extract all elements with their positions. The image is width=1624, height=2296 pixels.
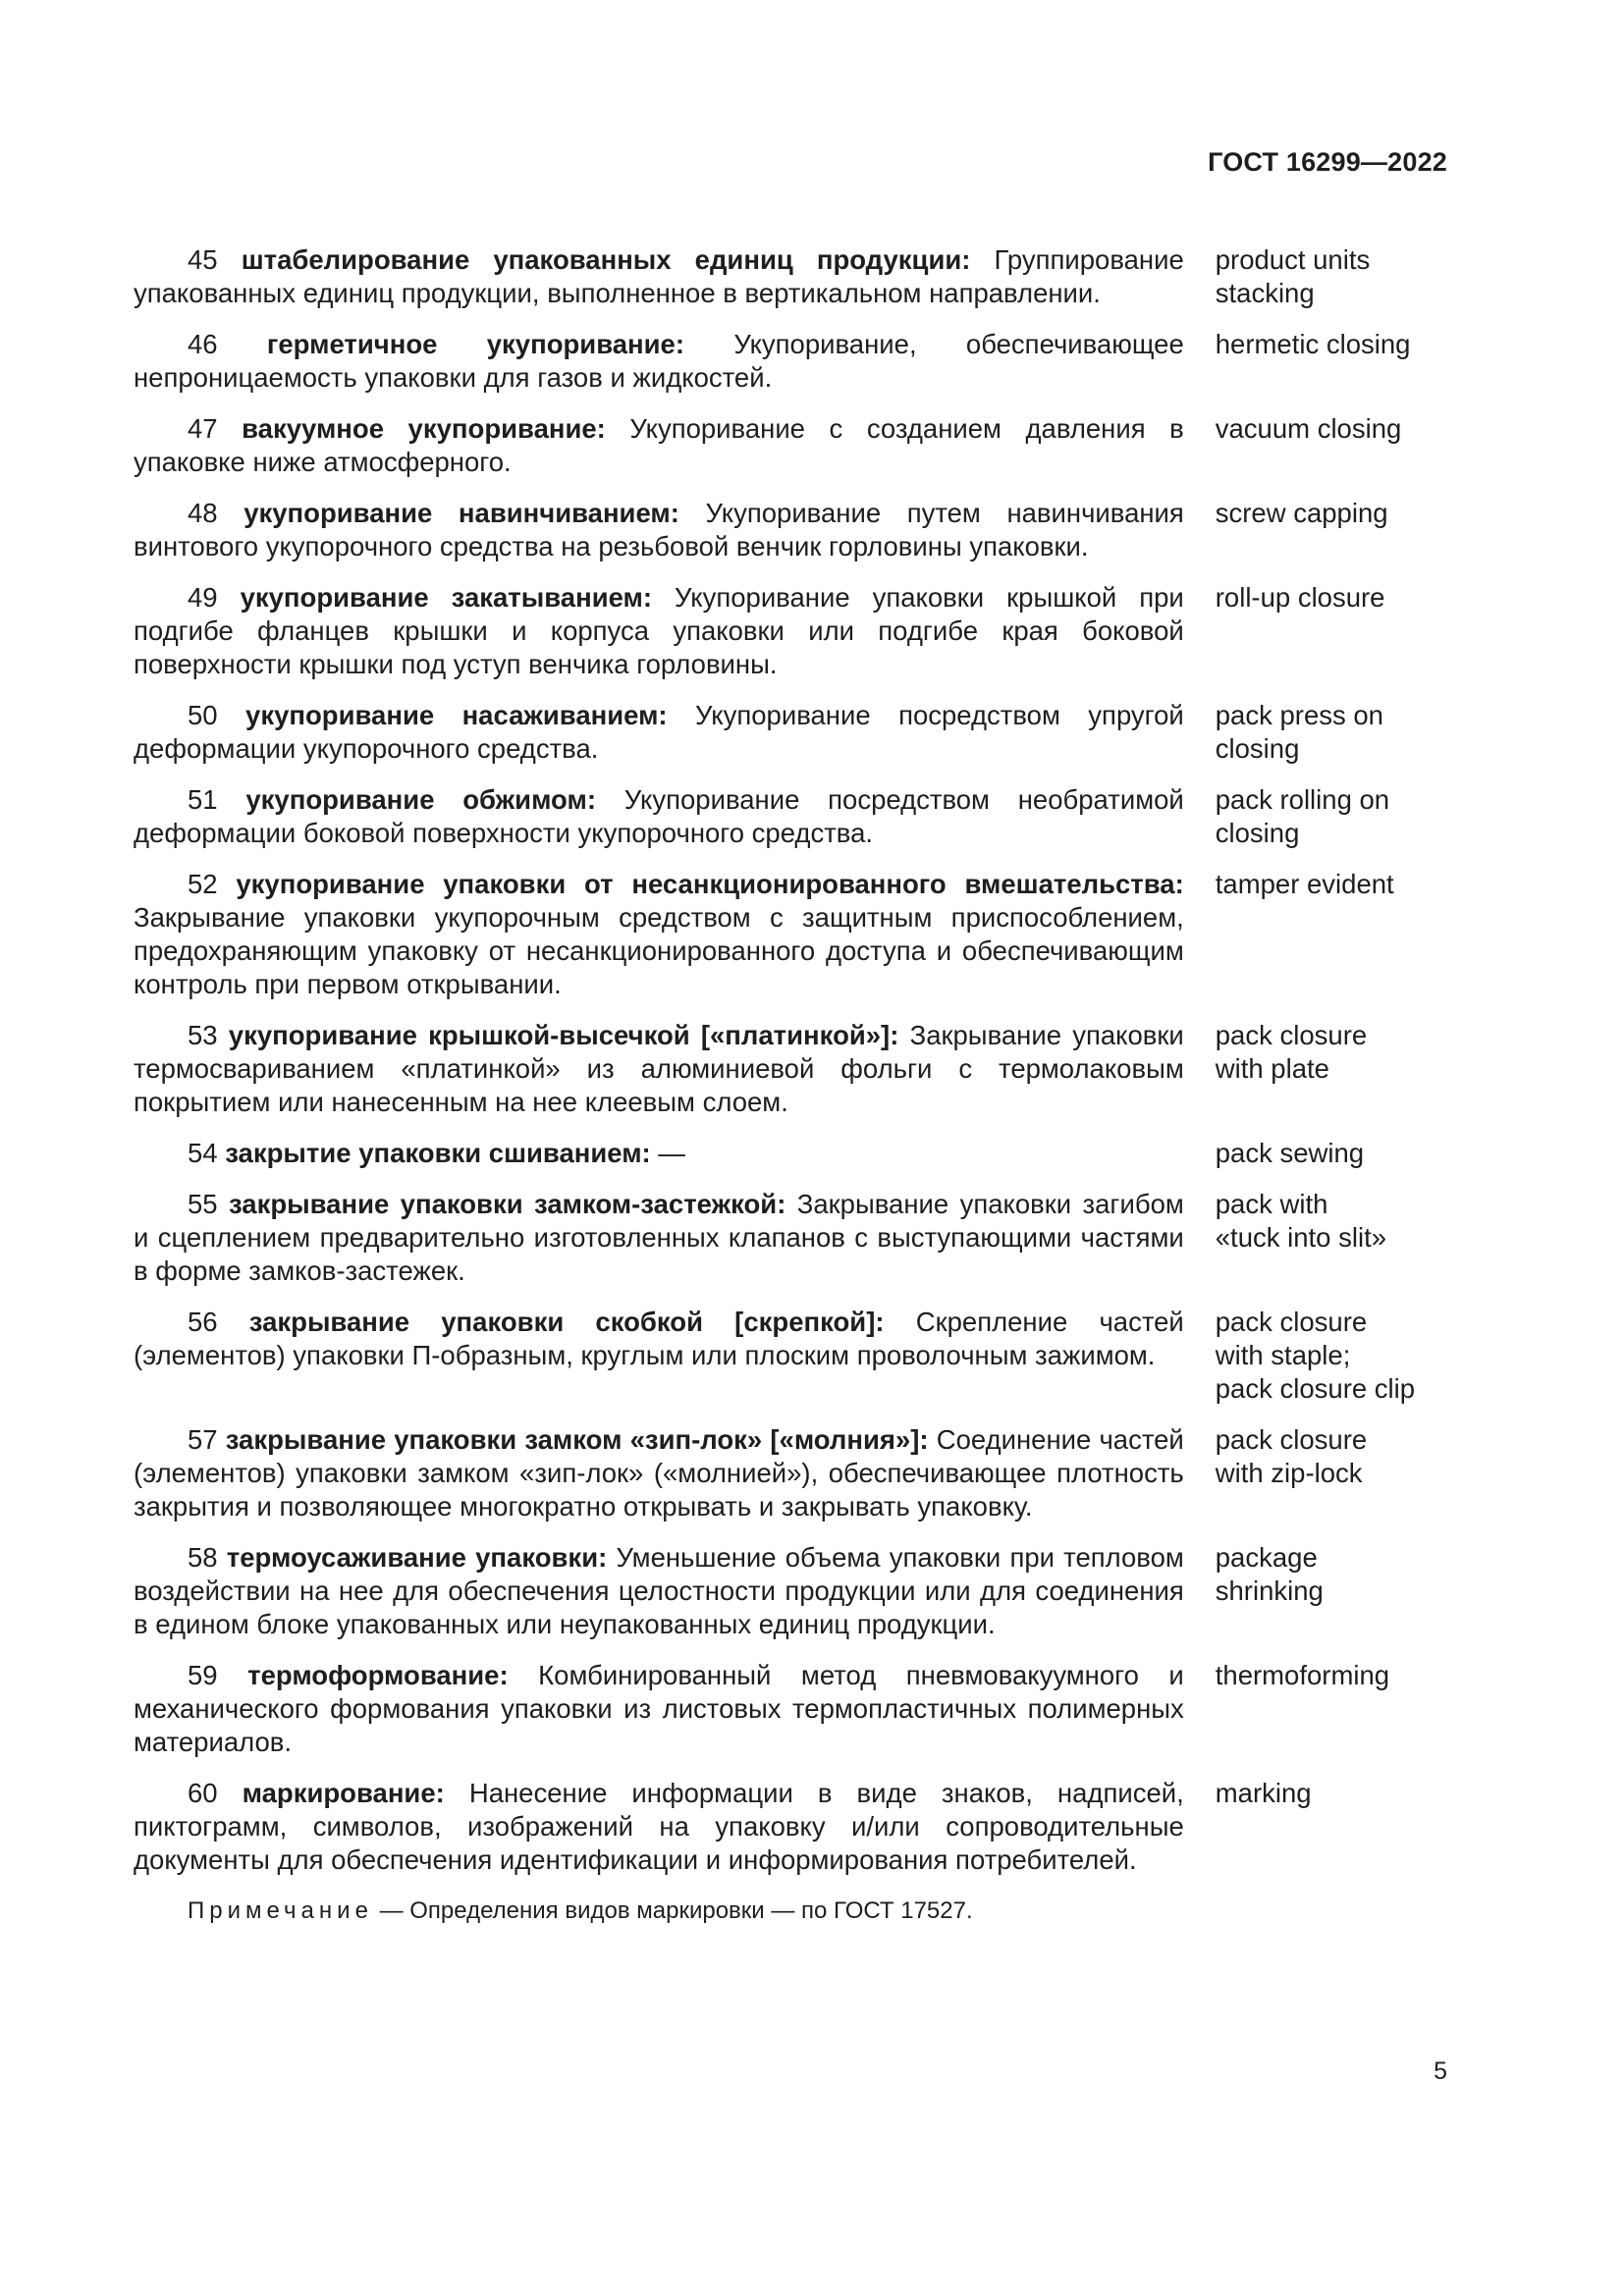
document-header: ГОСТ 16299—2022 xyxy=(1208,147,1447,177)
term-definition-block xyxy=(134,1188,1184,1288)
term-name: укупоривание насаживанием: xyxy=(245,700,668,730)
note xyxy=(134,1895,1439,1928)
term-number: 55 xyxy=(188,1189,218,1219)
term-definition: Укупоривание, обеспечивающее непроницаемость упаковки для газов и жидкостей. xyxy=(134,329,1184,393)
term-number: 53 xyxy=(188,1020,218,1050)
term-definition: Закрывание упаковки термосвариванием «платинкой» из алюминиевой фольги с термолаковым покрытием или нанесенным на нее клеевым слоем. xyxy=(134,1020,1184,1117)
term-name: укупоривание упаковки от несанкционированного вмешательства: xyxy=(236,869,1184,899)
term-entry xyxy=(134,1777,1439,1877)
term-name: термоусаживание упаковки: xyxy=(226,1542,608,1573)
term-definition-block xyxy=(134,1659,1184,1759)
term-definition: Нанесение информации в виде знаков, надписей, пиктограмм, символов, изображений на упаковку и/или сопроводительные документы для обеспечения идентификации и информирования потребителей. xyxy=(134,1778,1184,1875)
english-equivalent: screw capping xyxy=(1215,498,1388,528)
term-name: герметичное укупоривание: xyxy=(266,329,685,359)
english-equivalent: thermoforming xyxy=(1215,1660,1390,1690)
english-equivalent: pack closure with zip-lock xyxy=(1215,1424,1368,1488)
english-equivalent: pack with «tuck into slit» xyxy=(1215,1189,1387,1253)
term-definition-block xyxy=(134,243,1184,310)
terms-list xyxy=(134,243,1439,1928)
term-entry xyxy=(134,699,1439,766)
term-name: укупоривание крышкой-высечкой [«платинкой»]: xyxy=(228,1020,899,1050)
english-equivalent: vacuum closing xyxy=(1215,413,1402,444)
term-definition-block xyxy=(134,1423,1184,1523)
term-definition: Закрывание упаковки загибом и сцеплением предварительно изготовленных клапанов с выступающими частями в форме замков-застежек. xyxy=(134,1189,1184,1286)
term-name: укупоривание закатыванием: xyxy=(240,582,653,613)
english-equivalent: pack closure with plate xyxy=(1215,1020,1368,1084)
term-entry xyxy=(134,1188,1439,1288)
term-definition: Укупоривание упаковки крышкой при подгибе фланцев крышки и корпуса упаковки или подгибе края боковой поверхности крышки под уступ венчика горловины. xyxy=(134,582,1184,679)
term-number: 57 xyxy=(188,1424,218,1455)
term-definition-block xyxy=(134,783,1184,850)
term-number: 51 xyxy=(188,784,218,815)
term-entry xyxy=(134,497,1439,563)
term-entry xyxy=(134,1019,1439,1119)
term-entry xyxy=(134,328,1439,395)
english-equivalent: hermetic closing xyxy=(1215,329,1411,359)
term-definition-block xyxy=(134,581,1184,681)
term-number: 54 xyxy=(188,1138,218,1168)
english-equivalent: pack sewing xyxy=(1215,1138,1365,1168)
term-definition-block xyxy=(134,412,1184,479)
term-entry xyxy=(134,581,1439,681)
term-definition: Скрепление частей (элементов) упаковки П-образным, круглым или плоским проволочным зажимом. xyxy=(134,1307,1184,1370)
term-name: термоформование: xyxy=(247,1660,509,1690)
term-definition-block xyxy=(134,497,1184,563)
term-entry xyxy=(134,1659,1439,1759)
term-name: закрывание упаковки замком-застежкой: xyxy=(228,1189,786,1219)
term-definition: Соединение частей (элементов) упаковки замком «зип-лок» («молнией»), обеспечивающее плотность закрытия и позволяющее многократно открывать и закрывать упаковку. xyxy=(134,1424,1184,1522)
term-definition-block xyxy=(134,699,1184,766)
term-name: штабелирование упакованных единиц продукции: xyxy=(241,244,971,275)
term-name: вакуумное укупоривание: xyxy=(242,413,606,444)
term-number: 49 xyxy=(188,582,218,613)
term-entry xyxy=(134,868,1439,1001)
term-entry xyxy=(134,1137,1439,1170)
term-name: закрывание упаковки скобкой [скрепкой]: xyxy=(248,1307,885,1337)
term-name: укупоривание навинчиванием: xyxy=(244,498,679,528)
term-number: 58 xyxy=(188,1542,218,1573)
term-entry xyxy=(134,1541,1439,1641)
english-equivalent: tamper evident xyxy=(1215,869,1394,899)
term-name: укупоривание обжимом: xyxy=(245,784,596,815)
term-number: 45 xyxy=(188,244,218,275)
term-name: закрытие упаковки сшиванием: xyxy=(225,1138,651,1168)
term-number: 56 xyxy=(188,1307,218,1337)
term-number: 59 xyxy=(188,1660,218,1690)
term-entry xyxy=(134,1423,1439,1523)
term-number: 47 xyxy=(188,413,218,444)
term-number: 52 xyxy=(188,869,218,899)
term-definition: Укупоривание путем навинчивания винтового укупорочного средства на резьбовой венчик горловины упаковки. xyxy=(134,498,1184,561)
term-definition: Комбинированный метод пневмовакуумного и механического формования упаковки из листовых термопластичных полимерных материалов. xyxy=(134,1660,1184,1757)
english-equivalent: product units stacking xyxy=(1215,244,1371,308)
term-definition-block xyxy=(134,328,1184,395)
term-definition-block xyxy=(134,1306,1184,1406)
english-equivalent: pack rolling on closing xyxy=(1215,784,1390,848)
term-entry xyxy=(134,1306,1439,1406)
term-name: закрывание упаковки замком «зип-лок» [«молния»]: xyxy=(225,1424,929,1455)
term-definition: Укупоривание посредством упругой деформации укупорочного средства. xyxy=(134,700,1184,764)
term-definition: Уменьшение объема упаковки при тепловом воздействии на нее для обеспечения целостности продукции или для соединения в едином блоке упакованных или неупакованных единиц продукции. xyxy=(134,1542,1184,1639)
english-equivalent: package shrinking xyxy=(1215,1542,1324,1606)
term-number: 50 xyxy=(188,700,218,730)
term-number: 46 xyxy=(188,329,218,359)
english-equivalent: pack press on closing xyxy=(1215,700,1383,764)
term-number: 60 xyxy=(188,1778,218,1808)
term-definition: — xyxy=(658,1138,685,1168)
term-number: 48 xyxy=(188,498,218,528)
term-definition-block xyxy=(134,1019,1184,1119)
term-entry xyxy=(134,243,1439,310)
term-definition: Группирование упакованных единиц продукции, выполненное в вертикальном направлении. xyxy=(134,244,1184,308)
english-equivalent: roll-up closure xyxy=(1215,582,1385,613)
term-definition: Укупоривание посредством необратимой деформации боковой поверхности укупорочного средства. xyxy=(134,784,1184,848)
term-definition-block xyxy=(134,1137,1184,1170)
term-name: маркирование: xyxy=(242,1778,445,1808)
page-number: 5 xyxy=(1434,2057,1447,2085)
term-definition-block xyxy=(134,1541,1184,1641)
english-equivalent: pack closure with staple; pack closure clip xyxy=(1215,1307,1416,1404)
term-entry xyxy=(134,783,1439,850)
term-definition-block xyxy=(134,868,1184,1001)
term-definition-block xyxy=(134,1777,1184,1877)
term-entry xyxy=(134,412,1439,479)
note-text: — Определения видов маркировки — по ГОСТ 17527. xyxy=(379,1897,973,1924)
english-equivalent: marking xyxy=(1215,1778,1312,1808)
term-definition: Закрывание упаковки укупорочным средством с защитным приспособлением, предохраняющим упаковку от несанкционированного доступа и обеспечивающим контроль при первом открывании. xyxy=(134,902,1184,999)
note-label: Примечание xyxy=(188,1897,373,1924)
term-definition: Укупоривание с созданием давления в упаковке ниже атмосферного. xyxy=(134,413,1184,477)
